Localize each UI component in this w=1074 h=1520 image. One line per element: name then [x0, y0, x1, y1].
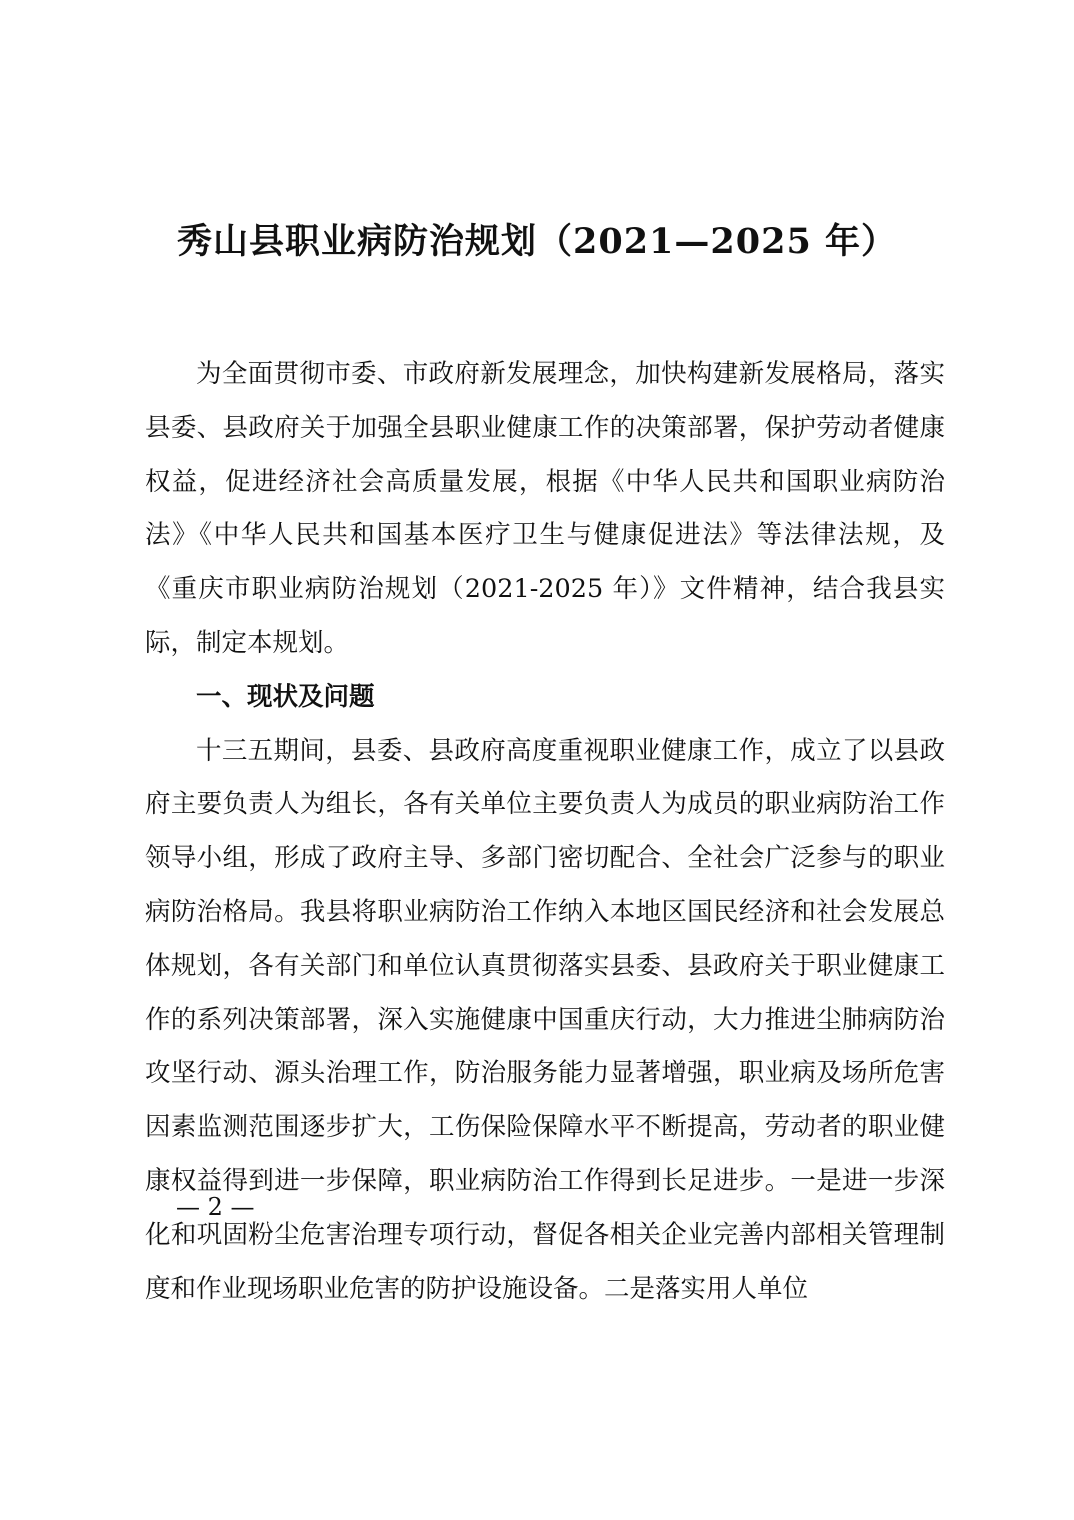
page-number: — 2 — [176, 1193, 255, 1221]
section-paragraph: 十三五期间，县委、县政府高度重视职业健康工作，成立了以县政府主要负责人为组长，各有关单位主要负责人为成员的职业病防治工作领导小组，形成了政府主导、多部门密切配合、全社会广泛参与的职业病防治格局。我县将职业病防治工作纳入本地区国民经济和社会发展总体规划，各有关部门和单位认真贯彻落实县委、县政府关于职业健康工作的系列决策部署，深入实施健康中国重庆行动，大力推进尘肺病防治攻坚行动、源头治理工作，防治服务能力显著增强，职业病及场所危害因素监测范围逐步扩大，工伤保险保障水平不断提高，劳动者的职业健康权益得到进一步保障，职业病防治工作得到长足进步。一是进一步深化和巩固粉尘危害治理专项行动，督促各相关企业完善内部相关管理制度和作业现场职业危害的防护设施设备。二是落实用人单位 [145, 735, 945, 1304]
document-title: 秀山县职业病防治规划（2021—2025 年） [176, 221, 897, 262]
document-body [145, 348, 945, 1316]
section-heading: 一、现状及问题 [196, 681, 375, 712]
intro-paragraph: 为全面贯彻市委、市政府新发展理念，加快构建新发展格局，落实县委、县政府关于加强全县职业健康工作的决策部署，保护劳动者健康权益，促进经济社会高质量发展，根据《中华人民共和国职业病防治法》《中华人民共和国基本医疗卫生与健康促进法》等法律法规，及《重庆市职业病防治规划（2021-2025 年）》文件精神，结合我县实际，制定本规划。 [145, 359, 945, 658]
